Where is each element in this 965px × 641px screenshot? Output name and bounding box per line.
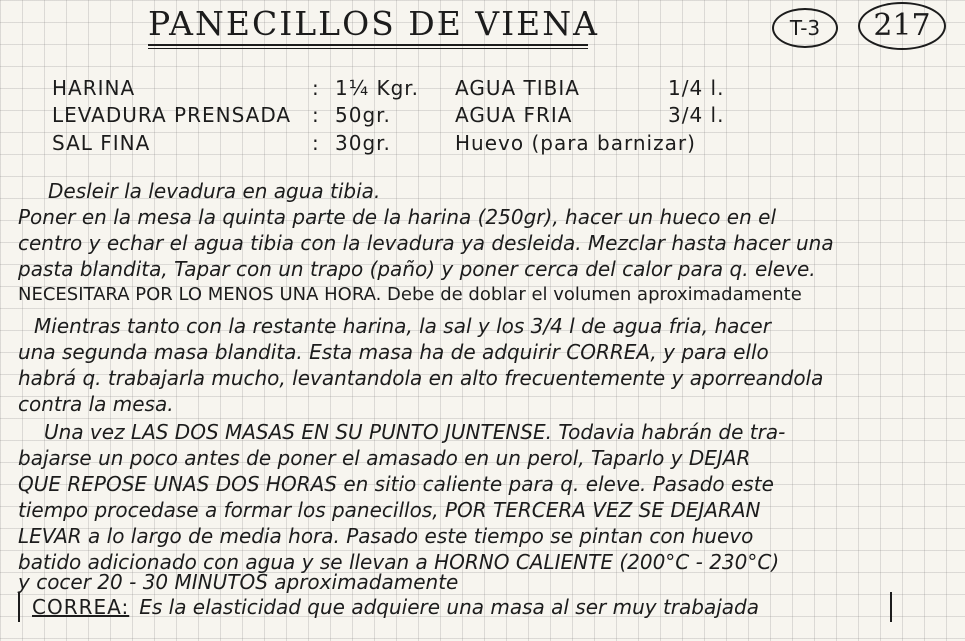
body-line: y cocer 20 - 30 MINUTOS aproximadamente xyxy=(18,570,459,594)
body-line: Desleir la levadura en agua tibia. xyxy=(48,179,381,203)
body-line: una segunda masa blandita. Esta masa ha de adquirir CORREA, y para ello xyxy=(18,340,769,364)
body-line: habrá q. trabajarla mucho, levantandola en alto frecuentemente y aporreandola xyxy=(18,366,824,390)
body-line: Una vez LAS DOS MASAS EN SU PUNTO JUNTENSE. Todavia habrán de tra- xyxy=(44,420,786,444)
ingredient-name: LEVADURA PRENSADA xyxy=(52,103,292,127)
body-line: pasta blandita, Tapar con un trapo (paño) y poner cerca del calor para q. eleve. xyxy=(18,257,816,281)
body-line: QUE REPOSE UNAS DOS HORAS en sitio caliente para q. eleve. Pasado este xyxy=(18,472,774,496)
body-line: centro y echar el agua tibia con la levadura ya desleida. Mezclar hasta hacer una xyxy=(18,231,834,255)
recipe-title: PANECILLOS DE VIENA xyxy=(148,4,588,46)
liquid-name: AGUA TIBIA xyxy=(455,76,580,100)
body-line: NECESITARA POR LO MENOS UNA HORA. Debe de doblar el volumen aproximadamente xyxy=(18,284,802,305)
page-number: 217 xyxy=(858,2,946,50)
recipe-page: PANECILLOS DE VIENA T-3 217 HARINA 1¼ Kgr. LEVADURA PRENSADA 50gr. SAL FINA 30gr. : : : AGUA TIBIA 1/4 l. AGUA FRIA 3/4 l. Huevo (para barnizar) Desleir la levadura en agua tibia. Poner en la mesa la quinta parte de la harina (250gr), hacer un hueco en el centro y echar el agua tibia con la levadura ya desleida. Mezclar hasta hacer una pasta blandita, Tapar con un trapo (paño) y poner cerca del calor para q. eleve. NECESITARA POR LO MENOS UNA HORA. Debe de doblar el volumen aproximadamente Mientras tanto con la restante harina, la sal y los 3/4 l de agua fria, hacer una segunda masa blandita. Esta masa ha de adquirir CORREA, y para ello habrá q. trabajarla mucho, levantandola en alto frecuentemente y aporreandola contra la mesa. Una vez LAS DOS MASAS EN SU PUNTO JUNTENSE. Todavia habrán de tra- bajarse un poco antes de poner el amasado en un perol, Taparlo y DEJAR QUE REPOSE UNAS DOS HORAS en sitio caliente para q. eleve. Pasado este tiempo procedase a formar los panecillos, POR TERCERA VEZ SE DEJARAN LEVAR a lo largo de media hora. Pasado este tiempo se pintan con huevo batido adicionado con agua y se llevan a HORNO CALIENTE (200°C - 230°C) y cocer 20 - 30 MINUTOS aproximadamente CORREA: Es la elasticidad que adquiere una masa al ser muy trabajada xyxy=(0,0,965,641)
note-label: CORREA: xyxy=(32,595,130,619)
liquid-name: AGUA FRIA xyxy=(455,103,573,127)
liquid-qty: 3/4 l. xyxy=(668,103,725,127)
body-line: contra la mesa. xyxy=(18,392,174,416)
ingredient-name: SAL FINA xyxy=(52,131,151,155)
note-text: Es la elasticidad que adquiere una masa al ser muy trabajada xyxy=(139,595,759,619)
recipe-code: T-3 xyxy=(772,8,838,48)
liquid-name: Huevo (para barnizar) xyxy=(455,131,696,155)
body-line: Mientras tanto con la restante harina, la sal y los 3/4 l de agua fria, hacer xyxy=(34,314,771,338)
liquid-qty: 1/4 l. xyxy=(668,76,725,100)
ingredient-name: HARINA xyxy=(52,76,136,100)
body-line: batido adicionado con agua y se llevan a HORNO CALIENTE (200°C - 230°C) xyxy=(18,550,780,574)
ingredient-qty: 1¼ Kgr. xyxy=(335,76,420,100)
ingredient-qty: 50gr. xyxy=(335,103,391,127)
body-line: LEVAR a lo largo de media hora. Pasado este tiempo se pintan con huevo xyxy=(18,524,754,548)
body-line: Poner en la mesa la quinta parte de la harina (250gr), hacer un hueco en el xyxy=(18,205,776,229)
body-line: bajarse un poco antes de poner el amasado en un perol, Taparlo y DEJAR xyxy=(18,446,751,470)
title-underline xyxy=(148,48,588,49)
body-line: tiempo procedase a formar los panecillos, POR TERCERA VEZ SE DEJARAN xyxy=(18,498,761,522)
ingredient-qty: 30gr. xyxy=(335,131,391,155)
correa-note xyxy=(18,592,892,622)
